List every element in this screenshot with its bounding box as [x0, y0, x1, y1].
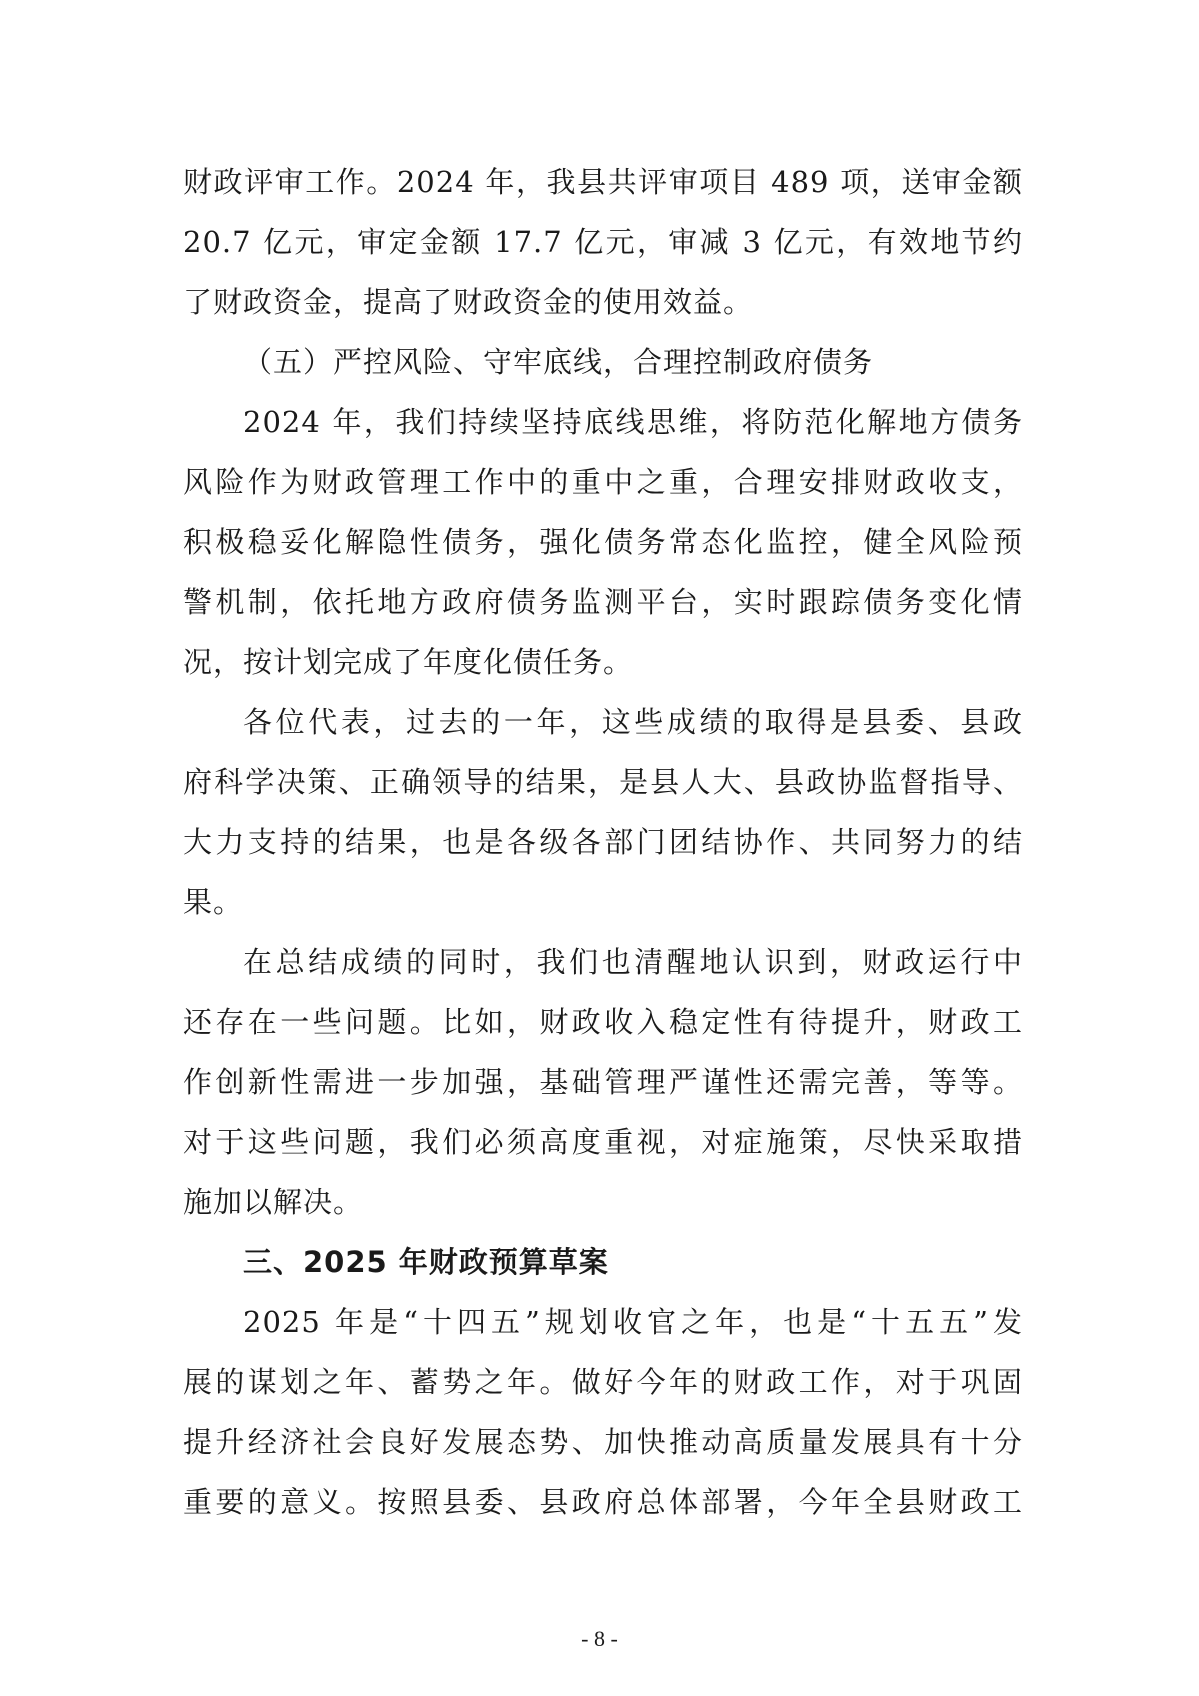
text-line: 警机制，依托地方政府债务监测平台，实时跟踪债务变化情 [183, 585, 1023, 619]
text-line: 在总结成绩的同时，我们也清醒地认识到，财政运行中 [243, 945, 1023, 979]
text-line: 展的谋划之年、蓄势之年。做好今年的财政工作，对于巩固 [183, 1365, 1023, 1399]
section-subheading: （五）严控风险、守牢底线，合理控制政府债务 [243, 345, 874, 379]
text-line: 对于这些问题，我们必须高度重视，对症施策，尽快采取措 [183, 1125, 1023, 1159]
text-line: 各位代表，过去的一年，这些成绩的取得是县委、县政 [243, 705, 1023, 739]
text-line: 施加以解决。 [183, 1185, 364, 1219]
text-line: 2024 年，我们持续坚持底线思维，将防范化解地方债务 [243, 405, 1023, 439]
text-line: 风险作为财政管理工作中的重中之重，合理安排财政收支， [183, 465, 1023, 499]
text-line: 20.7 亿元，审定金额 17.7 亿元，审减 3 亿元，有效地节约 [183, 225, 1023, 259]
text-line: 财政评审工作。2024 年，我县共评审项目 489 项，送审金额 [183, 165, 1023, 199]
text-line: 了财政资金，提高了财政资金的使用效益。 [183, 285, 754, 319]
text-line: 重要的意义。按照县委、县政府总体部署，今年全县财政工 [183, 1485, 1023, 1519]
text-line: 府科学决策、正确领导的结果，是县人大、县政协监督指导、 [183, 765, 1023, 799]
section-heading: 三、2025 年财政预算草案 [243, 1245, 609, 1279]
text-line: 作创新性需进一步加强，基础管理严谨性还需完善，等等。 [183, 1065, 1023, 1099]
text-line: 大力支持的结果，也是各级各部门团结协作、共同努力的结 [183, 825, 1023, 859]
text-line: 积极稳妥化解隐性债务，强化债务常态化监控，健全风险预 [183, 525, 1023, 559]
text-line: 况，按计划完成了年度化债任务。 [183, 645, 634, 679]
document-body [183, 152, 1023, 1532]
page-number: - 8 - [581, 1626, 618, 1651]
text-line: 果。 [183, 885, 244, 919]
text-line: 提升经济社会良好发展态势、加快推动高质量发展具有十分 [183, 1425, 1023, 1459]
text-line: 2025 年是“十四五”规划收官之年，也是“十五五”发 [243, 1305, 1023, 1339]
text-line: 还存在一些问题。比如，财政收入稳定性有待提升，财政工 [183, 1005, 1023, 1039]
